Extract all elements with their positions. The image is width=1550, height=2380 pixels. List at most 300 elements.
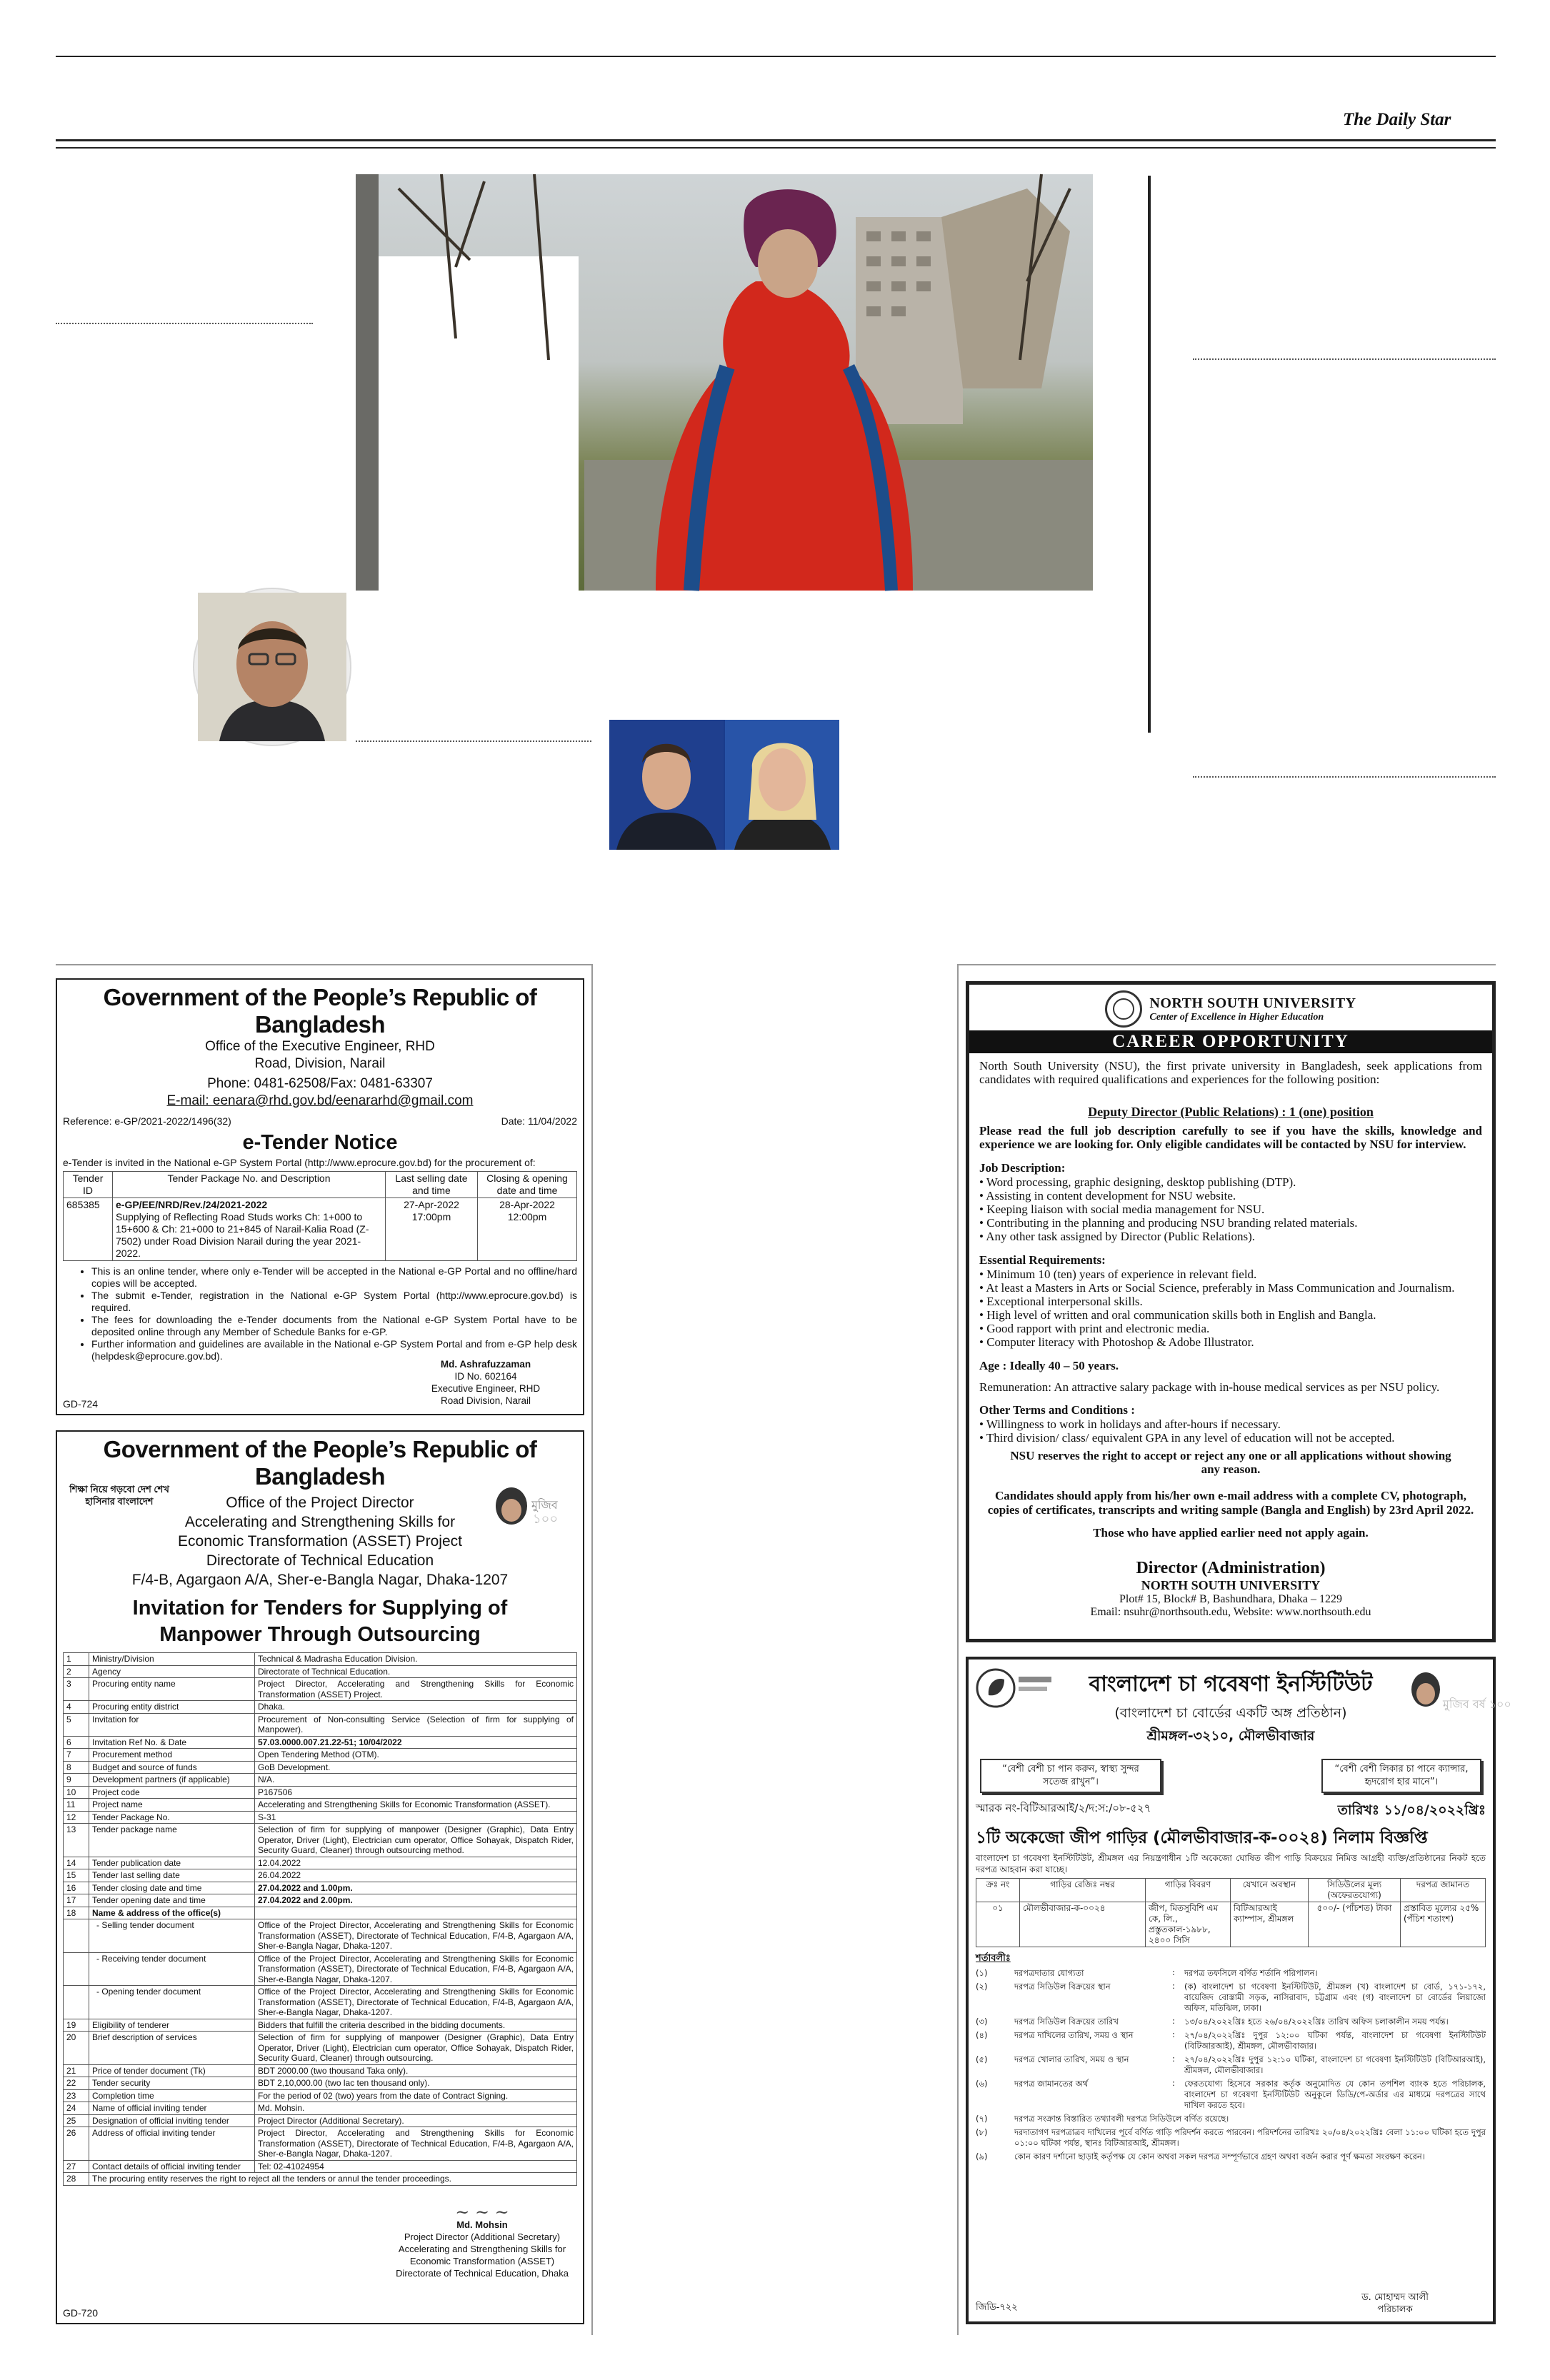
tea-condition-label: দরপত্র দাখিলের তারিখ, সময় ও স্থান bbox=[1014, 2030, 1134, 2040]
tea-signatory: ড. মোহাম্মদ আলী bbox=[1361, 2292, 1429, 2303]
masthead-rule-2 bbox=[56, 147, 1496, 149]
ad2-row-label: Completion time bbox=[89, 2089, 255, 2102]
tea-condition-value: ১৩/০৪/২০২২খ্রিঃ হতে ২৬/০৪/২০২২খ্রিঃ তারিখ অফিস চলাকালীন সময় পর্যন্ত। bbox=[1184, 2017, 1449, 2027]
ad2-row-value: Directorate of Technical Education. bbox=[255, 1665, 577, 1678]
ad2-row-num: 1 bbox=[64, 1653, 89, 1666]
nsu-position: Deputy Director (Public Relations) : 1 (one) position bbox=[1088, 1105, 1374, 1119]
ad2-sign-name: Md. Mohsin bbox=[456, 2219, 508, 2230]
ad2-slogan: শিক্ষা নিয়ে গড়বো দেশ শেখ হাসিনার বাংলাদেশ bbox=[69, 1484, 169, 1507]
ad1-note: • The fees for downloading the e-Tender documents from the National e-GP System Portal have to be deposited online through any Member of Schedule Banks for e-GP. bbox=[91, 1314, 577, 1338]
tea-condition-num: (১) bbox=[976, 1968, 988, 1978]
ad2-table-row bbox=[64, 1952, 577, 1986]
ad2-row-num: 28 bbox=[64, 2173, 89, 2186]
ad2-title: Invitation for Tenders for Supplying of Manpower Through Outsourcing bbox=[132, 1597, 508, 1646]
ad-manpower-outsourcing bbox=[56, 1430, 584, 2324]
tea-condition-num: (৩) bbox=[976, 2017, 988, 2027]
tea-condition-label: দরপত্র সিডিউল বিক্রয়ের তারিখ bbox=[1014, 2017, 1119, 2027]
nsu-job-item: • Keeping liaison with social media management for NSU. bbox=[979, 1202, 1265, 1216]
tea-condition-text: কোন কারণ দর্শানো ছাড়াই কর্তৃপক্ষ যে কোন অথবা সকল দরপত্র সম্পূর্ণভাবে গ্রহণ অথবা বর্জন করার পূর্ণ ক্ষমতা সংরক্ষণ করেন। bbox=[1014, 2151, 1425, 2161]
ad2-office-line: Office of the Project Director bbox=[226, 1495, 414, 1511]
ad2-row-value: Open Tendering Method (OTM). bbox=[255, 1749, 577, 1762]
ad2-row-label: Budget and source of funds bbox=[89, 1761, 255, 1774]
ad2-row-value: 27.04.2022 and 1.00pm. bbox=[255, 1882, 577, 1894]
ad2-table-row bbox=[64, 1824, 577, 1857]
ad2-row-value: Technical & Madrasha Education Division. bbox=[255, 1653, 577, 1666]
ad2-row-label: Name of official inviting tender bbox=[89, 2102, 255, 2115]
tea-condition-label: দরপত্র খোলার তারিখ, সময় ও স্থান bbox=[1014, 2054, 1129, 2064]
ad2-office-line: Economic Transformation (ASSET) Project bbox=[178, 1533, 462, 1550]
ad-top-rule-right bbox=[957, 964, 1496, 965]
tea-conditions-title: শর্তাবলীঃ bbox=[976, 1953, 1011, 1964]
tea-cell: ৫০০/- (পাঁচশত) টাকা bbox=[1309, 1902, 1401, 1947]
ad2-table-row bbox=[64, 1736, 577, 1749]
ad2-office-line: Accelerating and Strengthening Skills for bbox=[184, 1514, 456, 1530]
ad2-row-value: 57.03.0000.007.21.22-51; 10/04/2022 bbox=[255, 1736, 577, 1749]
tea-condition-row bbox=[976, 2126, 1486, 2150]
ad2-row-value: 26.04.2022 bbox=[255, 1869, 577, 1882]
ad2-table-row bbox=[64, 2102, 577, 2115]
ad2-row-label: Tender last selling date bbox=[89, 1869, 255, 1882]
ad2-row-value: P167506 bbox=[255, 1786, 577, 1799]
ad2-heading: Government of the People’s Republic of Bangladesh bbox=[103, 1436, 537, 1490]
svg-text:মুজিব: মুজিব bbox=[531, 1498, 558, 1512]
ad2-row-num: 2 bbox=[64, 1665, 89, 1678]
nsu-apply: Candidates should apply from his/her own e-mail address with a complete CV, photograph, copies of certificates, transcripts and writing sample (Bangla and English) by 23rd April 2022. bbox=[987, 1489, 1474, 1517]
ad2-row-value: Selection of firm for supplying of manpower (Designer (Graphic), Data Entry Operator, Driver (Light), Electrician cum operator, Office Sohayak, Dispatch Rider, Security Guard, Cleaner) through outsourcing method. bbox=[255, 1824, 577, 1857]
tea-subtitle: (বাংলাদেশ চা বোর্ডের একটি অঙ্গ প্রতিষ্ঠান) bbox=[1114, 1705, 1347, 1721]
ad2-row-num bbox=[64, 1919, 89, 1953]
tea-slogan-right: “বেশী বেশী লিকার চা পানে ক্যান্সার, হৃদরোগ হার মানে”। bbox=[1321, 1759, 1481, 1793]
nsu-job-item: • Contributing in the planning and producing NSU branding related materials. bbox=[979, 1216, 1358, 1230]
tea-condition-row bbox=[976, 2077, 1486, 2112]
ad2-row-label: Tender security bbox=[89, 2077, 255, 2090]
nsu-job-item: • Any other task assigned by Director (Public Relations). bbox=[979, 1230, 1256, 1243]
column-rule-right-2 bbox=[1193, 776, 1496, 778]
ad2-row-num: 16 bbox=[64, 1882, 89, 1894]
ad2-row-label: Invitation Ref No. & Date bbox=[89, 1736, 255, 1749]
tea-condition-num: (৬) bbox=[976, 2079, 988, 2089]
ad1-office: Office of the Executive Engineer, RHD bbox=[205, 1039, 435, 1054]
nsu-job-title: Job Description: bbox=[979, 1161, 1066, 1175]
tea-condition-label: দরপত্রদাতার যোগ্যতা bbox=[1014, 1968, 1084, 1978]
ad1-col-package: Tender Package No. and Description bbox=[113, 1172, 386, 1198]
ad2-row-num: 21 bbox=[64, 2064, 89, 2077]
ad2-row-label: Agency bbox=[89, 1665, 255, 1678]
candidates-scene bbox=[609, 720, 839, 850]
masthead-logo: The Daily Star bbox=[1343, 110, 1451, 129]
ad2-row-value: For the period of 02 (two) years from the date of Contract Signing. bbox=[255, 2089, 577, 2102]
ad2-row-value bbox=[255, 1907, 577, 1919]
nsu-tagline: Center of Excellence in Higher Education bbox=[1149, 1011, 1324, 1023]
ad2-row-num: 3 bbox=[64, 1678, 89, 1701]
portrait-circle-politician bbox=[194, 589, 350, 745]
ad2-row-label: Brief description of services bbox=[89, 2032, 255, 2065]
ad2-row-label: Price of tender document (Tk) bbox=[89, 2064, 255, 2077]
column-rule-left bbox=[56, 323, 313, 324]
nsu-sign-org: NORTH SOUTH UNIVERSITY bbox=[1141, 1578, 1321, 1592]
ad2-row-num: 24 bbox=[64, 2102, 89, 2115]
tea-condition-sep: : bbox=[1172, 2016, 1175, 2026]
ad1-reference: Reference: e-GP/2021-2022/1496(32) bbox=[63, 1115, 231, 1127]
portrait-face bbox=[198, 593, 346, 741]
nsu-job-list bbox=[979, 1175, 1482, 1243]
ad2-row-num: 19 bbox=[64, 2019, 89, 2032]
tea-condition-label: দরপত্র জামানতের অর্থ bbox=[1014, 2079, 1089, 2089]
tea-col: যেখানে অবস্থান bbox=[1231, 1879, 1309, 1902]
ad1-col-closing: Closing & opening date and time bbox=[478, 1172, 577, 1198]
news-photo-woman-crying bbox=[356, 174, 1093, 591]
svg-text:১০০: ১০০ bbox=[533, 1512, 559, 1527]
ad2-row-label: - Opening tender document bbox=[89, 1986, 255, 2019]
ad1-intro: e-Tender is invited in the National e-GP System Portal (http://www.eprocure.gov.bd) for the procurement of: bbox=[63, 1157, 536, 1168]
nsu-req-list bbox=[979, 1267, 1482, 1349]
ad1-row-last-selling: 27-Apr-2022 17:00pm bbox=[386, 1198, 478, 1261]
ad2-row-num: 5 bbox=[64, 1713, 89, 1736]
ad2-table-row bbox=[64, 1894, 577, 1907]
ad1-note: • Further information and guidelines are available in the National e-GP System Portal and from e-GP help desk (helpdesk@eprocure.gov.bd). bbox=[91, 1338, 577, 1362]
nsu-other-item: • Third division/ class/ equivalent GPA in any level of education will not be accepted. bbox=[979, 1431, 1395, 1445]
ad2-row-label: Procurement method bbox=[89, 1749, 255, 1762]
tea-signatory-block bbox=[1361, 2291, 1429, 2316]
tea-condition-row bbox=[976, 2112, 1486, 2126]
ad1-code: GD-724 bbox=[63, 1398, 99, 1410]
ad2-row-label: Tender publication date bbox=[89, 1857, 255, 1869]
vertical-rule-ad-left bbox=[591, 964, 593, 2335]
nsu-other-list bbox=[979, 1417, 1482, 1445]
tea-code: জিডি-৭২২ bbox=[976, 2302, 1018, 2313]
vertical-rule-ad-right bbox=[957, 964, 959, 2335]
tea-condition-row bbox=[976, 1980, 1486, 2015]
ad2-row-value: BDT 2000.00 (two thousand Taka only). bbox=[255, 2064, 577, 2077]
ad1-row-closing: 28-Apr-2022 12:00pm bbox=[478, 1198, 577, 1261]
nsu-req-item: • High level of written and oral communication skills both in English and Bangla. bbox=[979, 1308, 1376, 1322]
tea-condition-num: (৪) bbox=[976, 2030, 988, 2040]
ad2-signature-mark: ~ ~ ~ bbox=[455, 2202, 509, 2222]
ad2-row-num: 10 bbox=[64, 1786, 89, 1799]
tea-condition-value: ফেরতযোগ্য হিসেবে সরকার কর্তৃক অনুমোদিত যে কোন তপশিল ব্যাংক হতে পরিচালক, বাংলাদেশ চা গবেষণা ইনস্টিটিউট অনুকূলে ডিডি/পে-অর্ডার এর মাধ্যমে দরপত্রের সাথে দাখিল করতে হবে। bbox=[1184, 2079, 1486, 2110]
tea-memo: স্মারক নং-বিটিআরআই/২/দ:স:/০৮-৫২৭ bbox=[976, 1802, 1151, 1814]
tea-cell: মৌলভীবাজার-ক-০০২৪ bbox=[1020, 1902, 1146, 1947]
ad2-row-label: Address of official inviting tender bbox=[89, 2127, 255, 2161]
tea-condition-value: ২৭/০৪/২০২২খ্রিঃ দুপুর ১২:১০ ঘটিকা, বাংলাদেশ চা গবেষণা ইনস্টিটিউট (বিটিআরআই), শ্রীমঙ্গল, মৌলভীবাজার। bbox=[1184, 2054, 1486, 2075]
tea-col: ক্রঃ নং bbox=[976, 1879, 1020, 1902]
ad2-row-label: Invitation for bbox=[89, 1713, 255, 1736]
ad2-row-value: Dhaka. bbox=[255, 1701, 577, 1714]
tea-col: গাড়ির রেজিঃ নম্বর bbox=[1020, 1879, 1146, 1902]
ad2-table-row bbox=[64, 1774, 577, 1787]
tea-condition-value: ২৭/০৪/২০২২খ্রিঃ দুপুর ১২:০০ ঘটিকা পর্যন্ত, বাংলাদেশ চা গবেষণা ইনস্টিটিউট (বিটিআরআই), শ্রীমঙ্গল, মৌলভীবাজার। bbox=[1184, 2030, 1486, 2051]
ad2-row-value: Accelerating and Strengthening Skills for Economic Transformation (ASSET). bbox=[255, 1799, 577, 1812]
ad2-row-value: Office of the Project Director, Accelerating and Strengthening Skills for Economic Transformation (ASSET), Directorate of Technical Education, F/4-B, Agargaon A/A, Sher-e-Bangla Nagar, Dhaka-1207. bbox=[255, 1919, 577, 1953]
ad1-notes bbox=[63, 1265, 577, 1362]
ad2-row-value: N/A. bbox=[255, 1774, 577, 1787]
ad1-col-id: Tender ID bbox=[64, 1172, 113, 1198]
ad2-row-num: 17 bbox=[64, 1894, 89, 1907]
top-rule bbox=[56, 56, 1496, 57]
ad2-row-label: Tender closing date and time bbox=[89, 1882, 255, 1894]
nsu-req-item: • At least a Masters in Arts or Social Science, preferably in Mass Communication and Journalism. bbox=[979, 1281, 1455, 1295]
ad1-address: Road, Division, Narail bbox=[254, 1056, 386, 1071]
ad1-email: E-mail: eenara@rhd.gov.bd/eenararhd@gmail.com bbox=[166, 1093, 474, 1108]
ad1-heading: Government of the People’s Republic of Bangladesh bbox=[103, 984, 537, 1038]
tea-condition-text: দরপত্র সংক্রান্ত বিস্তারিত তথ্যাবলী দরপত্র সিডিউলে বর্ণিত রয়েছে। bbox=[1014, 2114, 1229, 2124]
tea-condition-row bbox=[976, 2053, 1486, 2077]
ad2-row-num bbox=[64, 1986, 89, 2019]
ad2-row-label: Project name bbox=[89, 1799, 255, 1812]
ad-etender-notice bbox=[56, 978, 584, 1415]
ad2-row-num: 25 bbox=[64, 2114, 89, 2127]
nsu-req-title: Essential Requirements: bbox=[979, 1253, 1106, 1267]
ad2-row-label: Designation of official inviting tender bbox=[89, 2114, 255, 2127]
ad2-table-row bbox=[64, 1665, 577, 1678]
ad2-table-row bbox=[64, 2077, 577, 2090]
ad2-signatory bbox=[386, 2202, 579, 2279]
ad2-table-row bbox=[64, 1986, 577, 2019]
ad1-date: Date: 11/04/2022 bbox=[501, 1115, 577, 1127]
ad2-table-row bbox=[64, 2173, 577, 2186]
ad2-row-num bbox=[64, 1952, 89, 1986]
ad2-row-num: 7 bbox=[64, 1749, 89, 1762]
ad2-row-num: 11 bbox=[64, 1799, 89, 1812]
ad1-sign-title: Executive Engineer, RHD bbox=[431, 1383, 541, 1394]
ad1-sign-id: ID No. 602164 bbox=[454, 1371, 517, 1382]
ad2-row-value: Md. Mohsin. bbox=[255, 2102, 577, 2115]
ad2-row-num: 15 bbox=[64, 1869, 89, 1882]
column-rule-right-1 bbox=[1193, 358, 1496, 360]
ad2-row-label: - Selling tender document bbox=[89, 1919, 255, 1953]
ad2-table-row bbox=[64, 1882, 577, 1894]
ad1-col-selling: Last selling date and time bbox=[386, 1172, 478, 1198]
tea-intro: বাংলাদেশ চা গবেষণা ইনস্টিটিউট, শ্রীমঙ্গল এর নিয়ন্ত্রণাধীন ১টি অকেজো ঘোষিত জীপ গাড়ি বিক্রয়ের নিমিত্ত আগ্রহী ব্যক্তি/প্রতিষ্ঠানের নিকট হতে দরপত্র আহবান করা যাচ্ছে। bbox=[976, 1853, 1486, 1874]
tea-mujib-logo bbox=[1406, 1667, 1511, 1717]
ad2-table-row bbox=[64, 2127, 577, 2161]
tea-condition-row bbox=[976, 1967, 1486, 1980]
ad2-row-label: Tender opening date and time bbox=[89, 1894, 255, 1907]
nsu-job-item: • Word processing, graphic designing, desktop publishing (DTP). bbox=[979, 1175, 1296, 1189]
ad2-table-row bbox=[64, 1857, 577, 1869]
nsu-req-item: • Exceptional interpersonal skills. bbox=[979, 1295, 1143, 1308]
column-rule-mid bbox=[356, 740, 591, 742]
ad2-row-value: Office of the Project Director, Accelerating and Strengthening Skills for Economic Transformation (ASSET), Directorate of Technical Education, F/4-B, Agargaon A/A, Sher-e-Bangla Nagar, Dhaka-1207. bbox=[255, 1986, 577, 2019]
ad2-row-label: The procuring entity reserves the right to reject all the tenders or annul the tender proceedings. bbox=[89, 2173, 577, 2186]
tea-condition-num: (৯) bbox=[976, 2151, 988, 2161]
ad2-table-row bbox=[64, 1701, 577, 1714]
ad2-table-row bbox=[64, 2114, 577, 2127]
ad2-row-value: 12.04.2022 bbox=[255, 1857, 577, 1869]
ad2-row-value: Project Director (Additional Secretary). bbox=[255, 2114, 577, 2127]
ad2-sign-line: Accelerating and Strengthening Skills for bbox=[398, 2244, 566, 2254]
ad1-row-package: e-GP/EE/NRD/Rev./24/2021-2022 bbox=[116, 1199, 268, 1210]
ad1-note: • This is an online tender, where only e-Tender will be accepted in the National e-GP Portal and no offline/hard copies will be accepted. bbox=[91, 1265, 577, 1290]
ad2-tender-table bbox=[63, 1652, 577, 2186]
ad2-row-label: Tender package name bbox=[89, 1824, 255, 1857]
ad2-row-label: Procuring entity name bbox=[89, 1678, 255, 1701]
ad1-signatory bbox=[400, 1358, 571, 1407]
tea-condition-num: (৫) bbox=[976, 2054, 988, 2064]
ad1-row-id: 685385 bbox=[64, 1198, 113, 1261]
tea-col: দরপত্র জামানত bbox=[1401, 1879, 1486, 1902]
ad1-row-description: Supplying of Reflecting Road Studs works Ch: 1+000 to 15+600 & Ch: 21+000 to 21+845 of Narail-Kalia Road (Z-7502) under Road Division Narail during the year 2021-2022. bbox=[116, 1211, 369, 1259]
ad1-tender-table bbox=[63, 1171, 577, 1261]
ad2-row-num: 6 bbox=[64, 1736, 89, 1749]
news-photo-candidates bbox=[609, 720, 839, 850]
tea-condition-sep: : bbox=[1172, 1981, 1175, 1991]
ad2-row-value: BDT 2,10,000.00 (two lac ten thousand only). bbox=[255, 2077, 577, 2090]
ad1-sign-office: Road Division, Narail bbox=[440, 1395, 531, 1406]
nsu-age: Age : Ideally 40 – 50 years. bbox=[979, 1359, 1119, 1372]
ad1-sign-name: Md. Ashrafuzzaman bbox=[440, 1359, 531, 1370]
ad2-row-value: Procurement of Non-consulting Service (Selection of firm for supplying of Manpower). bbox=[255, 1713, 577, 1736]
ad2-row-value: Project Director, Accelerating and Strengthening Skills for Economic Transformation (ASSET), Directorate of Technical Education, F/4-B, Agargaon A/A, Sher-e-Bangla Nagar, Dhaka-1207. bbox=[255, 2127, 577, 2161]
ad2-row-label: Ministry/Division bbox=[89, 1653, 255, 1666]
ad2-table-row bbox=[64, 2064, 577, 2077]
ad2-office-line: Directorate of Technical Education bbox=[206, 1552, 434, 1569]
ad2-sign-line: Directorate of Technical Education, Dhaka bbox=[396, 2268, 569, 2279]
ad1-title: e-Tender Notice bbox=[242, 1131, 398, 1154]
nsu-reserve: NSU reserves the right to accept or reject any one or all applications without showing any reason. bbox=[1010, 1449, 1451, 1476]
ad2-row-num: 27 bbox=[64, 2160, 89, 2173]
tea-cell: প্রস্তাবিত মূল্যের ২৫% (পঁচিশ শতাংশ) bbox=[1401, 1902, 1486, 1947]
vertical-rule-right bbox=[1148, 176, 1151, 733]
tea-condition-num: (২) bbox=[976, 1982, 988, 1992]
tea-date: তারিখঃ ১১/০৪/২০২২খ্রিঃ bbox=[1337, 1802, 1486, 1818]
ad2-row-value: S-31 bbox=[255, 1811, 577, 1824]
mujib-logo-icon bbox=[490, 1480, 569, 1537]
ad2-row-num: 23 bbox=[64, 2089, 89, 2102]
ad2-row-label: - Receiving tender document bbox=[89, 1952, 255, 1986]
tea-cell: ০১ bbox=[976, 1902, 1020, 1947]
nsu-signatory: Director (Administration) bbox=[1136, 1559, 1326, 1577]
ad2-table-row bbox=[64, 1713, 577, 1736]
ad-nsu-career bbox=[966, 981, 1496, 1642]
tea-title: বাংলাদেশ চা গবেষণা ইনস্টিটিউট bbox=[1089, 1672, 1373, 1697]
tea-headline: ১টি অকেজো জীপ গাড়ির (মৌলভীবাজার-ক-০০২৪) নিলাম বিজ্ঞপ্তি bbox=[976, 1829, 1428, 1847]
ad2-table-row bbox=[64, 1919, 577, 1953]
ad2-row-label: Project code bbox=[89, 1786, 255, 1799]
ad2-row-value: Project Director, Accelerating and Strengthening Skills for Economic Transformation (ASSET) Project. bbox=[255, 1678, 577, 1701]
nsu-other-item: • Willingness to work in holidays and after-hours if necessary. bbox=[979, 1417, 1281, 1431]
photo-scene bbox=[356, 174, 1093, 591]
ad2-table-row bbox=[64, 1869, 577, 1882]
ad2-table-row bbox=[64, 1811, 577, 1824]
ad2-row-label: Eligibility of tenderer bbox=[89, 2019, 255, 2032]
tea-col: গাড়ির বিবরণ bbox=[1146, 1879, 1231, 1902]
nsu-intro: North South University (NSU), the first private university in Bangladesh, seek applications from candidates with required qualifications and experiences for the following position: bbox=[979, 1059, 1482, 1086]
ad2-table-row bbox=[64, 1786, 577, 1799]
mujib-portrait-icon bbox=[1406, 1667, 1511, 1717]
ad2-row-num: 12 bbox=[64, 1811, 89, 1824]
ad2-table-row bbox=[64, 1653, 577, 1666]
nsu-other-title: Other Terms and Conditions : bbox=[979, 1403, 1135, 1417]
nsu-req-item: • Computer literacy with Photoshop & Adobe Illustrator. bbox=[979, 1335, 1254, 1349]
nsu-instruction: Please read the full job description carefully to see if you have the skills, knowledge and experience we are looking for. Only eligible candidates will be contacted by NSU for interview. bbox=[979, 1124, 1482, 1151]
nsu-previous: Those who have applied earlier need not apply again. bbox=[1093, 1526, 1369, 1540]
ad2-table-row bbox=[64, 2089, 577, 2102]
tea-cell: বিটিআরআই ক্যাম্পাস, শ্রীমঙ্গল bbox=[1231, 1902, 1309, 1947]
tea-condition-row bbox=[976, 2029, 1486, 2053]
tea-col: সিডিউলের মূল্য (অফেরতযোগ্য) bbox=[1309, 1879, 1401, 1902]
ad2-mujib-logo bbox=[490, 1480, 569, 1537]
tea-condition-sep: : bbox=[1172, 1967, 1175, 1977]
ad2-row-label: Name & address of the office(s) bbox=[89, 1907, 255, 1919]
tea-address: শ্রীমঙ্গল-৩২১০, মৌলভীবাজার bbox=[1146, 1728, 1315, 1744]
ad2-row-label: Tender Package No. bbox=[89, 1811, 255, 1824]
ad2-row-num: 18 bbox=[64, 1907, 89, 1919]
tea-conditions-list bbox=[976, 1967, 1486, 2164]
ad2-table-row bbox=[64, 1678, 577, 1701]
ad2-row-value: 27.04.2022 and 2.00pm. bbox=[255, 1894, 577, 1907]
tea-condition-sep: : bbox=[1172, 2054, 1175, 2064]
ad2-row-num: 8 bbox=[64, 1761, 89, 1774]
ad2-table-row bbox=[64, 2019, 577, 2032]
tea-designation: পরিচালক bbox=[1377, 2304, 1413, 2315]
svg-text:মুজিব বর্ষ ১০০: মুজিব বর্ষ ১০০ bbox=[1443, 1697, 1511, 1711]
ad2-table-row bbox=[64, 2032, 577, 2065]
nsu-remuneration: Remuneration: An attractive salary package with in-house medical services as per NSU policy. bbox=[979, 1380, 1440, 1394]
tea-condition-num: (৭) bbox=[976, 2114, 988, 2124]
tea-slogan-left: “বেশী বেশী চা পান করুন, স্বাস্থ্য সুন্দর সতেজ রাখুন”। bbox=[980, 1759, 1161, 1793]
ad2-row-value: Selection of firm for supplying of manpower (Designer (Graphic), Data Entry Operator, Driver (Light), Electrician cum operator, Office Sohayak, Dispatch Rider, Security Guard, Cleaner) through outsourcing. bbox=[255, 2032, 577, 2065]
tea-condition-sep: : bbox=[1172, 2078, 1175, 2088]
ad2-sign-line: Economic Transformation (ASSET) bbox=[409, 2256, 555, 2266]
tea-condition-value: (ক) বাংলাদেশ চা গবেষণা ইনস্টিটিউট, শ্রীমঙ্গল (খ) বাংলাদেশ চা বোর্ড, ১৭১-১৭২, বায়েজিদ বোস্তামী সড়ক, নাসিরাবাদ, চট্টগ্রাম এবং (গ) বাংলাদেশ চা বোর্ডের লিয়াজো অফিস, মতিঝিল, ঢাকা। bbox=[1184, 1982, 1486, 2013]
ad2-row-value: Tel: 02-41024954 bbox=[255, 2160, 577, 2173]
ad2-table-row bbox=[64, 2160, 577, 2173]
ad2-table-row bbox=[64, 1761, 577, 1774]
ad2-row-label: Development partners (if applicable) bbox=[89, 1774, 255, 1787]
nsu-req-item: • Good rapport with print and electronic media. bbox=[979, 1322, 1210, 1335]
masthead-rule-1 bbox=[56, 139, 1496, 141]
ad2-table-row bbox=[64, 1749, 577, 1762]
ad2-row-num: 13 bbox=[64, 1824, 89, 1857]
tea-board-logo bbox=[976, 1667, 1054, 1709]
nsu-address: Plot# 15, Block# B, Bashundhara, Dhaka – 1229 bbox=[1119, 1593, 1342, 1605]
ad2-row-num: 26 bbox=[64, 2127, 89, 2161]
ad2-row-value: Bidders that fulfill the criteria described in the bidding documents. bbox=[255, 2019, 577, 2032]
nsu-job-item: • Assisting in content development for NSU website. bbox=[979, 1189, 1236, 1202]
ad-top-rule-left bbox=[56, 964, 591, 965]
nsu-banner: CAREER OPPORTUNITY bbox=[969, 1030, 1492, 1053]
tea-cell: জীপ, মিতসুবিশি এম কে, লি., প্রস্তুতকাল-১৯৮৮, ২৪০০ সিসি bbox=[1146, 1902, 1231, 1947]
ad-tea-research-auction bbox=[966, 1657, 1511, 2324]
tea-condition-row bbox=[976, 2150, 1486, 2164]
ad2-row-label: Contact details of official inviting tender bbox=[89, 2160, 255, 2173]
tea-condition-label: দরপত্র সিডিউল বিক্রয়ের স্থান bbox=[1014, 1982, 1111, 1992]
ad2-office-line: F/4-B, Agargaon A/A, Sher-e-Bangla Nagar, Dhaka-1207 bbox=[131, 1572, 509, 1588]
ad2-row-num: 20 bbox=[64, 2032, 89, 2065]
nsu-contact: Email: nsuhr@northsouth.edu, Website: www.northsouth.edu bbox=[1090, 1606, 1371, 1618]
ad2-row-num: 22 bbox=[64, 2077, 89, 2090]
ad2-row-num: 14 bbox=[64, 1857, 89, 1869]
tea-condition-value: দরপত্র তফসিলে বর্ণিত শর্তানি পরিপালন। bbox=[1184, 1968, 1318, 1978]
ad2-table-row bbox=[64, 1907, 577, 1919]
ad2-row-label: Procuring entity district bbox=[89, 1701, 255, 1714]
ad2-row-value: GoB Development. bbox=[255, 1761, 577, 1774]
tea-vehicle-table bbox=[976, 1878, 1486, 1947]
ad1-phone: Phone: 0481-62508/Fax: 0481-63307 bbox=[207, 1076, 433, 1091]
ad2-sign-title: Project Director (Additional Secretary) bbox=[404, 2231, 561, 2242]
ad2-table-row bbox=[64, 1799, 577, 1812]
tea-condition-text: দরদাতাগণ দরপত্রাত্রব দাখিলের পূর্বে বর্ণিত গাড়ি পরিদর্শন করতে পারবেন। পরিদর্শনের তারিখঃ ২০/০৪/২০২২খ্রিঃ বেলা ১১:০০ ঘটিকা হতে দুপুর ০১:০০ ঘটিকা পর্যন্ত, স্থানঃ বিটিআরআই, শ্রীমঙ্গল। bbox=[1014, 2127, 1486, 2148]
ad2-code: GD-720 bbox=[63, 2307, 99, 2319]
ad1-note: • The submit e-Tender, registration in the National e-GP System Portal (http://www.eprocure.gov.bd) is required. bbox=[91, 1290, 577, 1314]
ad2-row-num: 9 bbox=[64, 1774, 89, 1787]
tea-condition-row bbox=[976, 2015, 1486, 2029]
nsu-name: NORTH SOUTH UNIVERSITY bbox=[1149, 995, 1356, 1011]
tea-condition-sep: : bbox=[1172, 2029, 1175, 2039]
nsu-req-item: • Minimum 10 (ten) years of experience in relevant field. bbox=[979, 1267, 1257, 1281]
tea-leaf-icon bbox=[976, 1667, 1054, 1709]
